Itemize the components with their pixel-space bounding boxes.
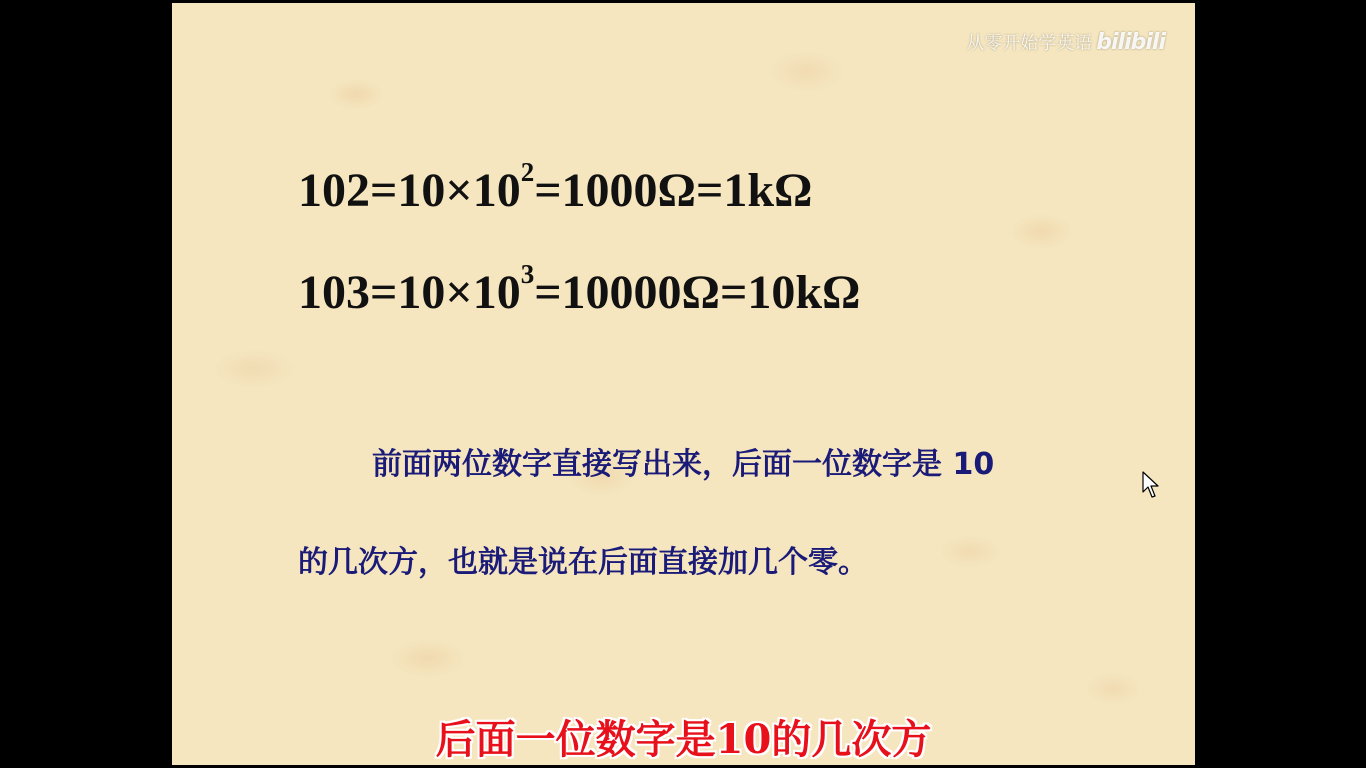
watermark-channel-name: 从零开始学英语	[966, 33, 1093, 54]
video-frame[interactable]	[172, 3, 1195, 765]
explanation-line-1: 前面两位数字直接写出来，后面一位数字是 10	[372, 447, 995, 482]
formula-1-exponent: 2	[520, 157, 535, 187]
formula-2-lhs: 103=10×10	[298, 266, 521, 319]
mouse-pointer-icon	[1142, 471, 1160, 499]
video-subtitle: 后面一位数字是10的几次方	[435, 716, 932, 763]
formula-2-exponent: 3	[520, 259, 535, 289]
explanation-line-2: 的几次方，也就是说在后面直接加几个零。	[298, 545, 868, 580]
bilibili-logo-icon: bilibili	[1096, 29, 1165, 55]
formula-line-1	[298, 157, 813, 218]
formula-line-2	[298, 259, 861, 320]
formula-1-rhs: =1000Ω=1kΩ	[534, 164, 813, 217]
formula-2-rhs: =10000Ω=10kΩ	[534, 266, 861, 319]
formula-1-lhs: 102=10×10	[298, 164, 521, 217]
channel-watermark	[966, 29, 1165, 55]
